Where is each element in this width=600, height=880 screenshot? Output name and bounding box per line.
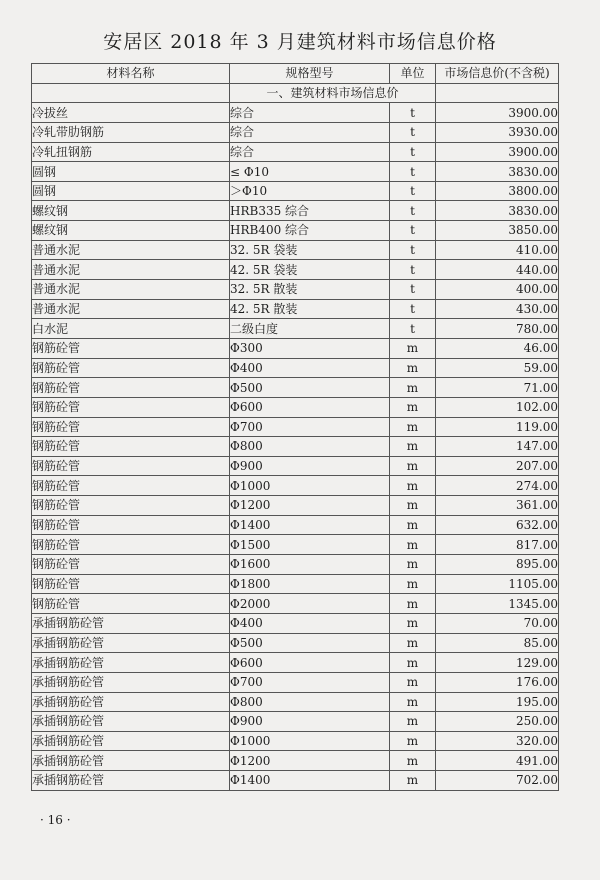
cell-material-name: 承插钢筋砼管 [32,712,230,732]
table-row [32,555,559,575]
table-row [32,496,559,516]
cell-material-name: 普通水泥 [32,240,230,260]
cell-spec: ＞Φ10 [230,181,390,201]
cell-unit: m [390,555,436,575]
cell-material-name: 钢筋砼管 [32,496,230,516]
cell-price: 3930.00 [436,122,559,142]
table-row [32,221,559,241]
cell-unit: m [390,535,436,555]
cell-price: 632.00 [436,515,559,535]
cell-material-name: 承插钢筋砼管 [32,731,230,751]
cell-spec: Φ500 [230,633,390,653]
table-row [32,476,559,496]
cell-material-name: 白水泥 [32,319,230,339]
cell-material-name: 圆钢 [32,162,230,182]
table-row [32,299,559,319]
cell-price: 129.00 [436,653,559,673]
cell-unit: t [390,103,436,123]
cell-spec: Φ500 [230,378,390,398]
cell-material-name: 钢筋砼管 [32,338,230,358]
cell-material-name: 承插钢筋砼管 [32,653,230,673]
cell-unit: t [390,299,436,319]
cell-price: 400.00 [436,280,559,300]
cell-spec: Φ800 [230,692,390,712]
table-row [32,535,559,555]
cell-unit: m [390,496,436,516]
cell-spec: HRB400 综合 [230,221,390,241]
cell-unit: m [390,712,436,732]
cell-spec: 42. 5R 袋装 [230,260,390,280]
cell-spec: 综合 [230,103,390,123]
header-market-price: 市场信息价(不含税) [436,64,559,84]
cell-material-name: 圆钢 [32,181,230,201]
cell-price: 3850.00 [436,221,559,241]
cell-spec: Φ700 [230,417,390,437]
cell-material-name: 钢筋砼管 [32,358,230,378]
cell-unit: m [390,771,436,791]
cell-price: 410.00 [436,240,559,260]
table-row [32,358,559,378]
cell-unit: m [390,751,436,771]
cell-spec: 42. 5R 散装 [230,299,390,319]
table-row [32,653,559,673]
cell-spec: 综合 [230,122,390,142]
cell-price: 195.00 [436,692,559,712]
cell-unit: m [390,653,436,673]
cell-spec: Φ1200 [230,496,390,516]
cell-material-name: 钢筋砼管 [32,397,230,417]
cell-spec: Φ300 [230,338,390,358]
cell-spec: Φ900 [230,456,390,476]
cell-spec: Φ400 [230,613,390,633]
cell-spec: 32. 5R 袋装 [230,240,390,260]
table-row [32,260,559,280]
table-row [32,201,559,221]
cell-spec: HRB335 综合 [230,201,390,221]
cell-price: 3800.00 [436,181,559,201]
cell-spec: Φ700 [230,672,390,692]
cell-unit: m [390,574,436,594]
cell-unit: m [390,515,436,535]
cell-price: 274.00 [436,476,559,496]
table-row [32,437,559,457]
table-row [32,319,559,339]
cell-unit: m [390,397,436,417]
cell-unit: t [390,240,436,260]
cell-spec: Φ1000 [230,731,390,751]
table-row [32,280,559,300]
cell-material-name: 钢筋砼管 [32,476,230,496]
cell-unit: t [390,181,436,201]
cell-spec: Φ600 [230,653,390,673]
cell-price: 176.00 [436,672,559,692]
cell-price: 895.00 [436,555,559,575]
cell-price: 119.00 [436,417,559,437]
cell-unit: m [390,633,436,653]
cell-price: 207.00 [436,456,559,476]
table-row [32,378,559,398]
table-row [32,397,559,417]
cell-price: 817.00 [436,535,559,555]
table-row [32,771,559,791]
cell-price: 430.00 [436,299,559,319]
cell-material-name: 钢筋砼管 [32,594,230,614]
price-table [31,63,559,791]
cell-spec: ≤ Φ10 [230,162,390,182]
cell-price: 1345.00 [436,594,559,614]
cell-price: 3900.00 [436,103,559,123]
cell-unit: m [390,692,436,712]
cell-price: 361.00 [436,496,559,516]
cell-unit: m [390,338,436,358]
cell-spec: Φ2000 [230,594,390,614]
cell-spec: Φ400 [230,358,390,378]
cell-material-name: 钢筋砼管 [32,555,230,575]
cell-spec: Φ600 [230,397,390,417]
cell-material-name: 钢筋砼管 [32,437,230,457]
header-material-name: 材料名称 [32,64,230,84]
table-body [32,83,559,790]
section-title: 一、建筑材料市场信息价 [230,83,436,103]
table-row [32,181,559,201]
cell-material-name: 普通水泥 [32,299,230,319]
cell-price: 147.00 [436,437,559,457]
cell-price: 320.00 [436,731,559,751]
cell-price: 85.00 [436,633,559,653]
table-row [32,417,559,437]
header-unit: 单位 [390,64,436,84]
cell-spec: Φ1400 [230,515,390,535]
table-row [32,633,559,653]
cell-spec: Φ1500 [230,535,390,555]
cell-spec: Φ1400 [230,771,390,791]
cell-price: 70.00 [436,613,559,633]
cell-material-name: 钢筋砼管 [32,535,230,555]
cell-unit: t [390,319,436,339]
cell-material-name: 普通水泥 [32,280,230,300]
table-row [32,731,559,751]
table-row [32,712,559,732]
cell-unit: t [390,201,436,221]
cell-unit: m [390,594,436,614]
cell-material-name: 螺纹钢 [32,201,230,221]
table-row [32,692,559,712]
table-row [32,338,559,358]
cell-unit: m [390,613,436,633]
table-row [32,594,559,614]
cell-spec: Φ900 [230,712,390,732]
cell-price: 71.00 [436,378,559,398]
table-row [32,613,559,633]
page-number: · 16 · [40,813,71,827]
table-row [32,162,559,182]
cell-price: 3830.00 [436,162,559,182]
cell-material-name: 承插钢筋砼管 [32,751,230,771]
cell-unit: t [390,122,436,142]
section-row [32,83,559,103]
table-row [32,103,559,123]
cell-spec: Φ1600 [230,555,390,575]
cell-material-name: 承插钢筋砼管 [32,672,230,692]
cell-material-name: 螺纹钢 [32,221,230,241]
cell-unit: m [390,378,436,398]
cell-unit: t [390,142,436,162]
table-row [32,751,559,771]
cell-unit: m [390,456,436,476]
cell-material-name: 钢筋砼管 [32,574,230,594]
cell-spec: Φ1800 [230,574,390,594]
cell-price: 59.00 [436,358,559,378]
cell-unit: t [390,280,436,300]
cell-material-name: 承插钢筋砼管 [32,692,230,712]
cell-unit: t [390,221,436,241]
cell-unit: m [390,476,436,496]
table-header-row [32,64,559,84]
cell-spec: Φ1200 [230,751,390,771]
header-spec: 规格型号 [230,64,390,84]
cell-material-name: 普通水泥 [32,260,230,280]
cell-material-name: 承插钢筋砼管 [32,613,230,633]
cell-unit: m [390,731,436,751]
cell-price: 491.00 [436,751,559,771]
table-row [32,142,559,162]
cell-price: 250.00 [436,712,559,732]
table-row [32,122,559,142]
cell-unit: m [390,417,436,437]
table-row [32,574,559,594]
cell-price: 102.00 [436,397,559,417]
cell-spec: Φ800 [230,437,390,457]
cell-spec: 32. 5R 散装 [230,280,390,300]
cell-price: 702.00 [436,771,559,791]
cell-material-name: 承插钢筋砼管 [32,633,230,653]
cell-spec: Φ1000 [230,476,390,496]
table-row [32,515,559,535]
cell-material-name: 冷轧带肋钢筋 [32,122,230,142]
table-row [32,240,559,260]
table-row [32,672,559,692]
cell-price: 1105.00 [436,574,559,594]
cell-unit: m [390,358,436,378]
cell-price: 780.00 [436,319,559,339]
cell-material-name: 钢筋砼管 [32,378,230,398]
cell-material-name: 钢筋砼管 [32,417,230,437]
cell-material-name: 钢筋砼管 [32,456,230,476]
cell-spec: 二级白度 [230,319,390,339]
page-title: 安居区 2018 年 3 月建筑材料市场信息价格 [103,31,497,53]
cell-material-name: 冷拔丝 [32,103,230,123]
table-row [32,456,559,476]
cell-material-name: 承插钢筋砼管 [32,771,230,791]
cell-price: 3900.00 [436,142,559,162]
cell-unit: t [390,260,436,280]
cell-price: 3830.00 [436,201,559,221]
cell-unit: m [390,672,436,692]
cell-material-name: 冷轧扭钢筋 [32,142,230,162]
cell-price: 440.00 [436,260,559,280]
cell-unit: m [390,437,436,457]
cell-unit: t [390,162,436,182]
cell-material-name: 钢筋砼管 [32,515,230,535]
cell-spec: 综合 [230,142,390,162]
cell-price: 46.00 [436,338,559,358]
